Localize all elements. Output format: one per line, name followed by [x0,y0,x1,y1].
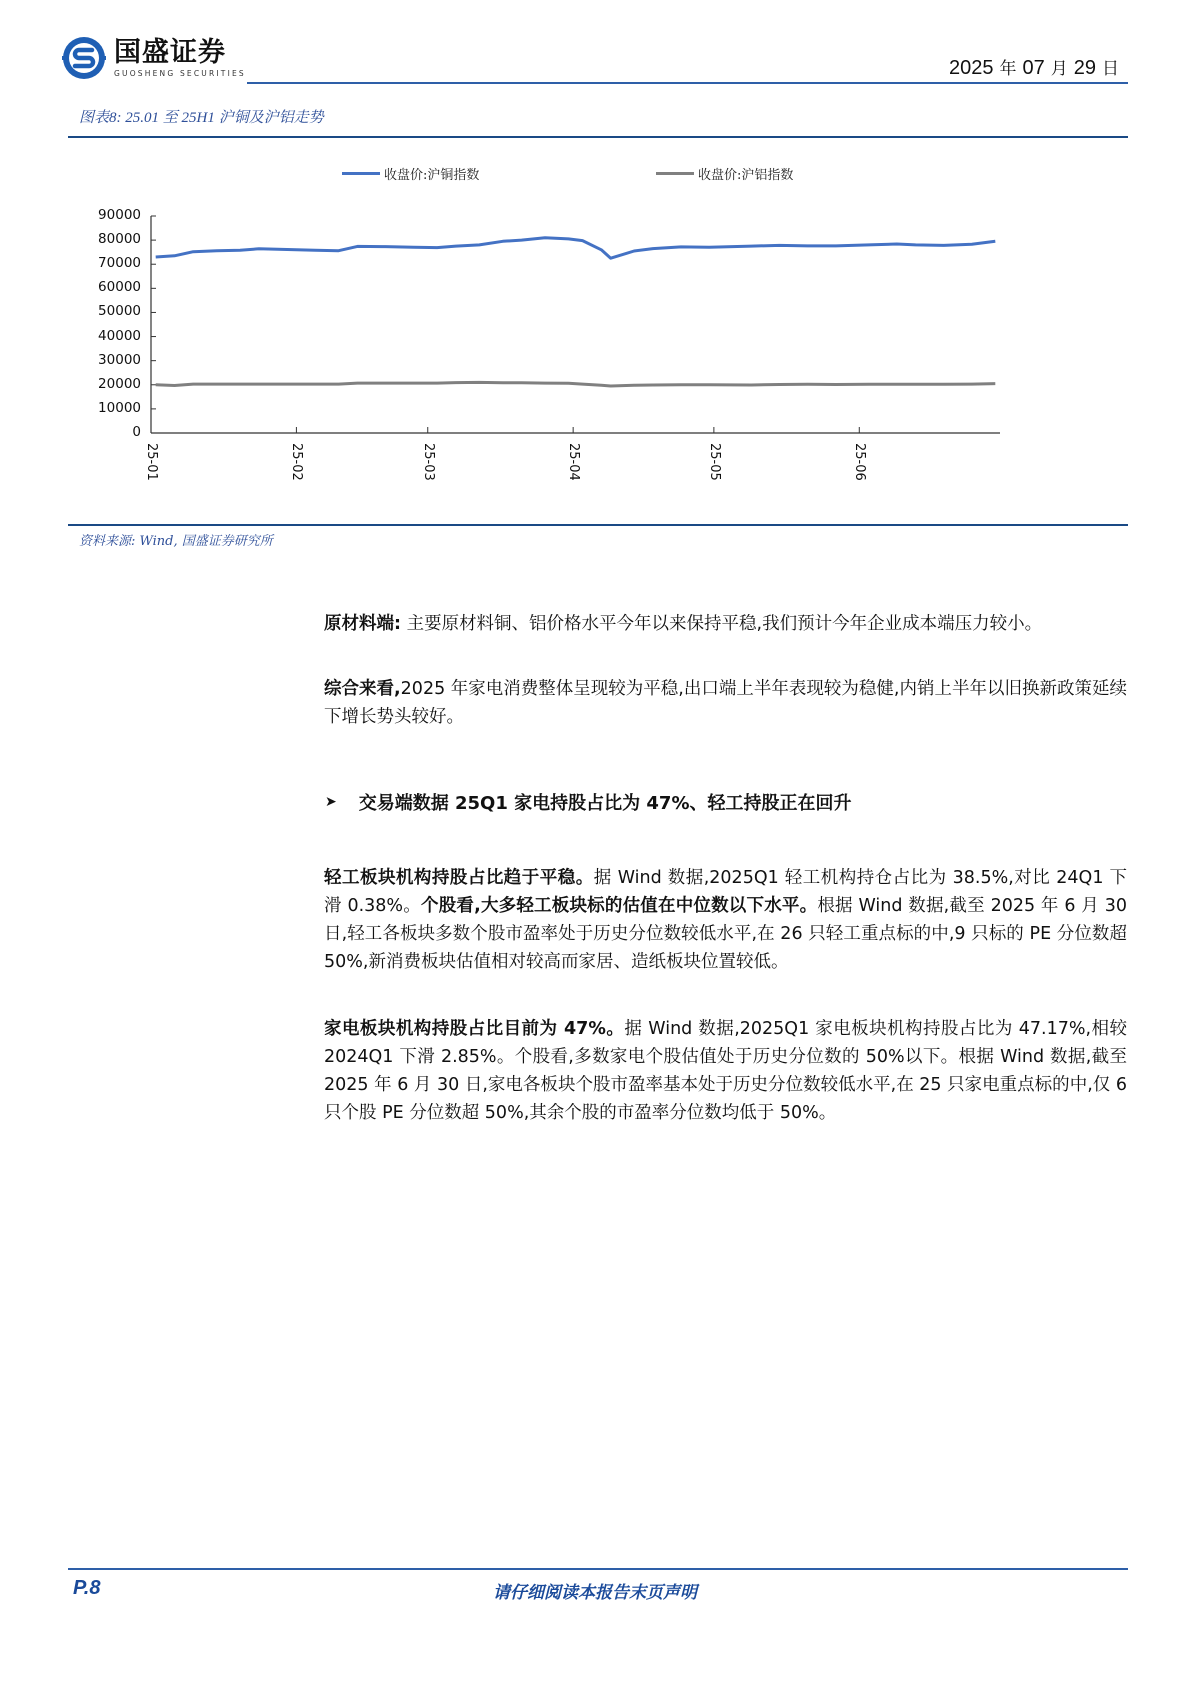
paragraph-lead: 综合来看, [324,679,401,699]
paragraph-raw-materials [324,610,1127,638]
header-divider [247,82,1128,84]
y-tick-label: 50000 [98,303,141,320]
figure-top-divider [68,136,1128,138]
figure-bottom-divider [68,524,1128,526]
paragraph-lead: 轻工板块机构持股占比趋于平稳。 [324,868,594,888]
y-tick-label: 90000 [98,207,141,223]
paragraph-text: 据 Wind 数据,2025Q1 轻工机构持仓占比为 38.5%,对比 24Q1 下滑 0.38%。 [324,868,1128,916]
section-heading-text: 交易端数据 25Q1 家电持股占比为 47%、轻工持股正在回升 [358,793,852,814]
paragraph-text: 2025 年家电消费整体呈现较为平稳,出口端上半年表现较为稳健,内销上半年以旧换新政策延续下增长势头较好。 [324,679,1127,727]
date-day-unit: 日 [1102,59,1119,78]
date-day: 29 [1073,57,1096,79]
figure-source: 资料来源: Wind, 国盛证券研究所 [79,534,273,549]
paragraph-text: 据 Wind 数据,2025Q1 家电板块机构持股占比为 47.17%,相较 2024Q1 下滑 2.85%。个股看,多数家电个股估值处于历史分位数的 50%以下。根据 Wind 数据,截至 2025 年 6 月 30 日,家电各板块个股市盈率基本处于历史分位数较低水平,在 25 只家电重点标的中,仅 6 只个股 PE 分位数超 50%,其余个股的市盈率分位数均低于 50%。 [324,1019,1127,1123]
logo-chinese-name: 国盛证券 [114,37,226,68]
paragraph-home-appliances [324,1015,1127,1127]
arrow-bullet-icon: ➤ [325,794,337,810]
plot-area [60,150,1140,520]
y-tick-label: 10000 [98,399,141,416]
paragraph-lead: 家电板块机构持股占比目前为 47%。 [324,1019,625,1039]
series-line-aluminum [156,382,996,386]
y-tick-label: 70000 [98,255,141,272]
company-logo [62,36,246,80]
x-tick-label: 25-03 [420,443,436,481]
y-tick-label: 60000 [98,279,141,296]
paragraph-emphasis: 个股看,大多轻工板块标的估值在中位数以下水平。 [420,896,818,916]
series-line-copper [156,238,996,259]
footer-disclaimer: 请仔细阅读本报告末页声明 [493,1583,697,1603]
y-tick-label: 0 [132,424,141,440]
date-year: 2025 [949,57,994,79]
x-tick-label: 25-02 [289,443,305,481]
figure-title: 图表8: 25.01 至 25H1 沪铜及沪铝走势 [79,110,324,126]
page-number: P.8 [73,1577,101,1599]
y-tick-label: 30000 [98,351,141,368]
legend-label-copper: 收盘价:沪铜指数 [384,168,480,183]
x-tick-label: 25-06 [852,443,868,481]
section-heading [325,789,852,815]
legend-label-aluminum: 收盘价:沪铝指数 [698,168,794,183]
report-date [949,54,1125,80]
paragraph-text: 主要原材料铜、铝价格水平今年以来保持平稳,我们预计今年企业成本端压力较小。 [401,614,1043,634]
x-tick-label: 25-01 [144,443,159,481]
date-month: 07 [1022,57,1045,79]
y-tick-label: 80000 [98,231,141,248]
logo-english-name: GUOSHENG SECURITIES [114,69,246,78]
x-tick-label: 25-04 [566,443,582,481]
paragraph-light-industry [324,864,1127,976]
footer-divider [68,1568,1128,1570]
line-chart [60,150,1140,520]
y-tick-label: 20000 [98,375,141,392]
guosheng-logo-icon [62,36,106,80]
x-tick-label: 25-05 [706,443,722,481]
paragraph-lead: 原材料端: [324,614,401,634]
date-month-unit: 月 [1050,59,1068,78]
date-year-unit: 年 [999,59,1017,78]
paragraph-summary [324,675,1127,731]
y-tick-label: 40000 [98,327,141,344]
paragraph-text: 根据 Wind 数据,截至 2025 年 6 月 30 日,轻工各板块多数个股市盈率处于历史分位数较低水平,在 26 只轻工重点标的中,9 只标的 PE 分位数超 50%,新消费板块估值相对较高而家居、造纸板块位置较低。 [324,896,1128,972]
